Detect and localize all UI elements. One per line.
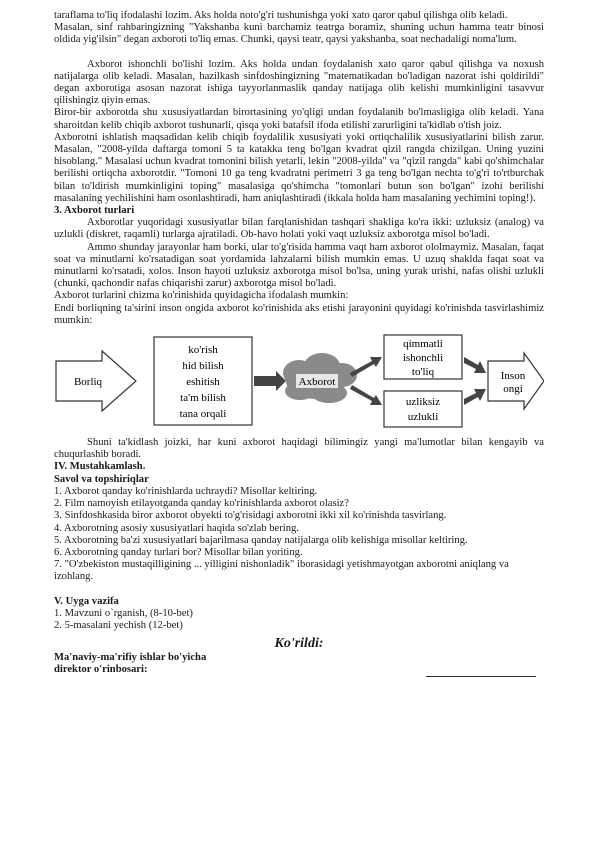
arrow-to-qualities bbox=[350, 357, 382, 377]
borliq-label: Borliq bbox=[73, 376, 103, 389]
form-item: uzliksiz bbox=[405, 396, 441, 409]
list-item: 2. 5-masalani yechish (12-bet) bbox=[54, 619, 183, 631]
paragraph: Shuni ta'kidlash joizki, har kuni axborot haqidagi bilimingiz yangi ma'lumotlar bilan kengayib va chuqurlashib boradi. bbox=[54, 437, 544, 461]
paragraph: Ammo shunday jarayonlar ham borki, ular to'g'risida hamma vaqt ham axborot ololmaymiz. Masalan, faqat soat va minutlarni ko'rsatadigan soat yordamida lahzalarni bilish mumkin emas. U uzuq shaklda faqat soat va minutlarni ko'rsatadi, xolos. Inson hayoti uzluksiz axborotga misol bo'lsa, uning yurak urishi, nafas olishi uzlukli (chunki, qachondir nafas chiqarishi zarur) axborotga misol bo'ladi. bbox=[54, 241, 544, 290]
section-heading: 3. Axborot turlari bbox=[54, 205, 135, 217]
list-item: 5. Axborotning ba'zi xususiyatlari bajarilmasa qanday natijalarga olib kelishiga misollar keltiring. bbox=[54, 534, 468, 546]
signer-title: Ma'naviy-ma'rifiy ishlar bo'yicha bbox=[54, 652, 207, 664]
form-item: uzlukli bbox=[407, 411, 439, 424]
arrow-to-cloud bbox=[254, 371, 286, 391]
list-item: 1. Axborot qanday ko'rinishlarda uchraydi? Misollar keltiring. bbox=[54, 485, 318, 497]
inson-ongi-label: Inson bbox=[500, 370, 526, 383]
list-item: 2. Film namoyish etilayotganda qanday ko'rinishlarda axborot olasiz? bbox=[54, 498, 349, 510]
sense-item: ko'rish bbox=[188, 344, 218, 357]
section-heading: IV. Mustahkamlash. bbox=[54, 461, 146, 473]
axborot-label: Axborot bbox=[298, 376, 336, 389]
sense-item: tana orqali bbox=[179, 408, 227, 421]
signature-line bbox=[426, 664, 536, 677]
inson-ongi-label: ongi bbox=[503, 383, 523, 396]
list-item: 1. Mavzuni o`rganish, (8-10-bet) bbox=[54, 607, 193, 619]
list-item: 6. Axborotning qanday turlari bor? Misollar bilan yoriting. bbox=[54, 546, 303, 558]
arrow-to-forms bbox=[350, 385, 382, 405]
paragraph: Axborot ishonchli bo'lishi lozim. Aks holda undan foydalanish xato qaror qabul qilishga va noxush natijalarga olib keladi. Masalan, hazilkash sinfdoshingizning "matematikadan bo'ladigan nazorat ishi qoldirildi" degan axborotiga asosan nazorat ishiga tayyorlanmaslik qanday natijaga olib kelishi mumkinligini tasavvur qilishingiz qiyin emas. bbox=[54, 58, 544, 107]
sense-item: hid bilish bbox=[182, 360, 224, 373]
paragraph: Biror-bir axborotda shu xususiyatlardan birortasining yo'qligi undan foydalanib bo'lmasligiga olib keladi. Yana sharoitdan kelib chiqib axborot tushunarli, qisqa yoki batafsil ifoda etilishi zarurligini ta'kidlab o'tish joiz. bbox=[54, 107, 544, 131]
signature-block bbox=[54, 652, 544, 676]
paragraph: Endi borliqning ta'sirini inson ongida axborot ko'rinishida aks etishi jarayonini quyidagi ko'rinishda tasvirlashimiz mumkin: bbox=[54, 302, 544, 326]
arrow-to-inson bbox=[464, 389, 486, 405]
arrow-to-inson bbox=[464, 357, 486, 373]
homework-list bbox=[54, 608, 544, 632]
subsection-heading: Savol va topshiriqlar bbox=[54, 473, 149, 485]
approval-heading: Ko'rildi: bbox=[274, 636, 324, 652]
list-item: 7. "O'zbekiston mustaqilligining ... yilligini nishonladik" iborasidagi yetishmayotgan axborotni aniqlang va izohlang. bbox=[54, 559, 509, 583]
sense-item: ta'm bilish bbox=[180, 392, 226, 405]
list-item: 3. Sinfdoshkasida biror axborot obyekti to'g'risidagi axborotni ikki xil ko'rinishda tasvirlang. bbox=[54, 510, 447, 522]
quality-item: ishonchli bbox=[402, 352, 444, 365]
list-item: 4. Axborotning asosiy xususiyatlari haqida so'zlab bering. bbox=[54, 522, 299, 534]
document-page bbox=[54, 10, 544, 677]
quality-item: qimmatli bbox=[403, 338, 443, 351]
paragraph: taraflama to'liq ifodalashi lozim. Aks holda noto'g'ri tushunishga yoki xato qaror qabul qilishga olib keladi. bbox=[54, 10, 508, 21]
signer-title: direktor o'rinbosari: bbox=[54, 664, 148, 676]
sense-item: eshitish bbox=[186, 376, 220, 389]
paragraph: Axborot turlarini chizma ko'rinishida quyidagicha ifodalash mumkin: bbox=[54, 290, 349, 302]
paragraph: Axborotni ishlatish maqsadidan kelib chiqib foydalilik xususiyati yoki ortiqchalilik xususiyatlarini bilish zarur. Masalan, "2008-yilda daftarga tomoni 5 ta katakka teng bo'lgan kvadrat qizil rangda chizilgan. Uning yuzini hisoblang." Masalasi uchun kvadrat tomonini bilish yetarli, lekin "2008-yilda" va "qizil rangda" kabi qo'shimchalar berilishi ortiqcha axborotdir. "Tomoni 10 ga teng kvadratni perimetri 3 ga teng bo'lgan nechta to'g'ri to'rtburchak bilan to'ldirish mumkinligini toping" masalasiga qo'shimcha "tomonlari butun son bo'lgan" izohi berilishi masalaning yechilishini ham osonlashtiradi, ham aniqlashtiradi (ikkala holda ham masalaning yechimini toping!). bbox=[54, 131, 544, 204]
information-flow-diagram bbox=[54, 333, 544, 431]
quality-item: to'liq bbox=[411, 366, 435, 379]
paragraph: Axborotlar yuqoridagi xususiyatlar bilan farqlanishidan tashqari shakliga ko'ra ikki: uzluksiz (analog) va uzlukli (diskret, raqamli) turlarga ajratiladi. Ob-havo holati yoki vaqt uzluksiz axborotga misol bo'ladi. bbox=[54, 217, 544, 241]
questions-list bbox=[54, 486, 544, 584]
paragraph: Masalan, sinf rahbaringizning "Yakshanba kuni barchamiz teatrga boramiz, shuning uchun hamma teatr binosi oldida yig'ilsin" degan axboroti to'liq emas. Chunki, qaysi teatr, qaysi yakshanba, soat nechadaligi noma'lum. bbox=[54, 22, 544, 46]
section-heading: V. Uyga vazifa bbox=[54, 595, 119, 607]
